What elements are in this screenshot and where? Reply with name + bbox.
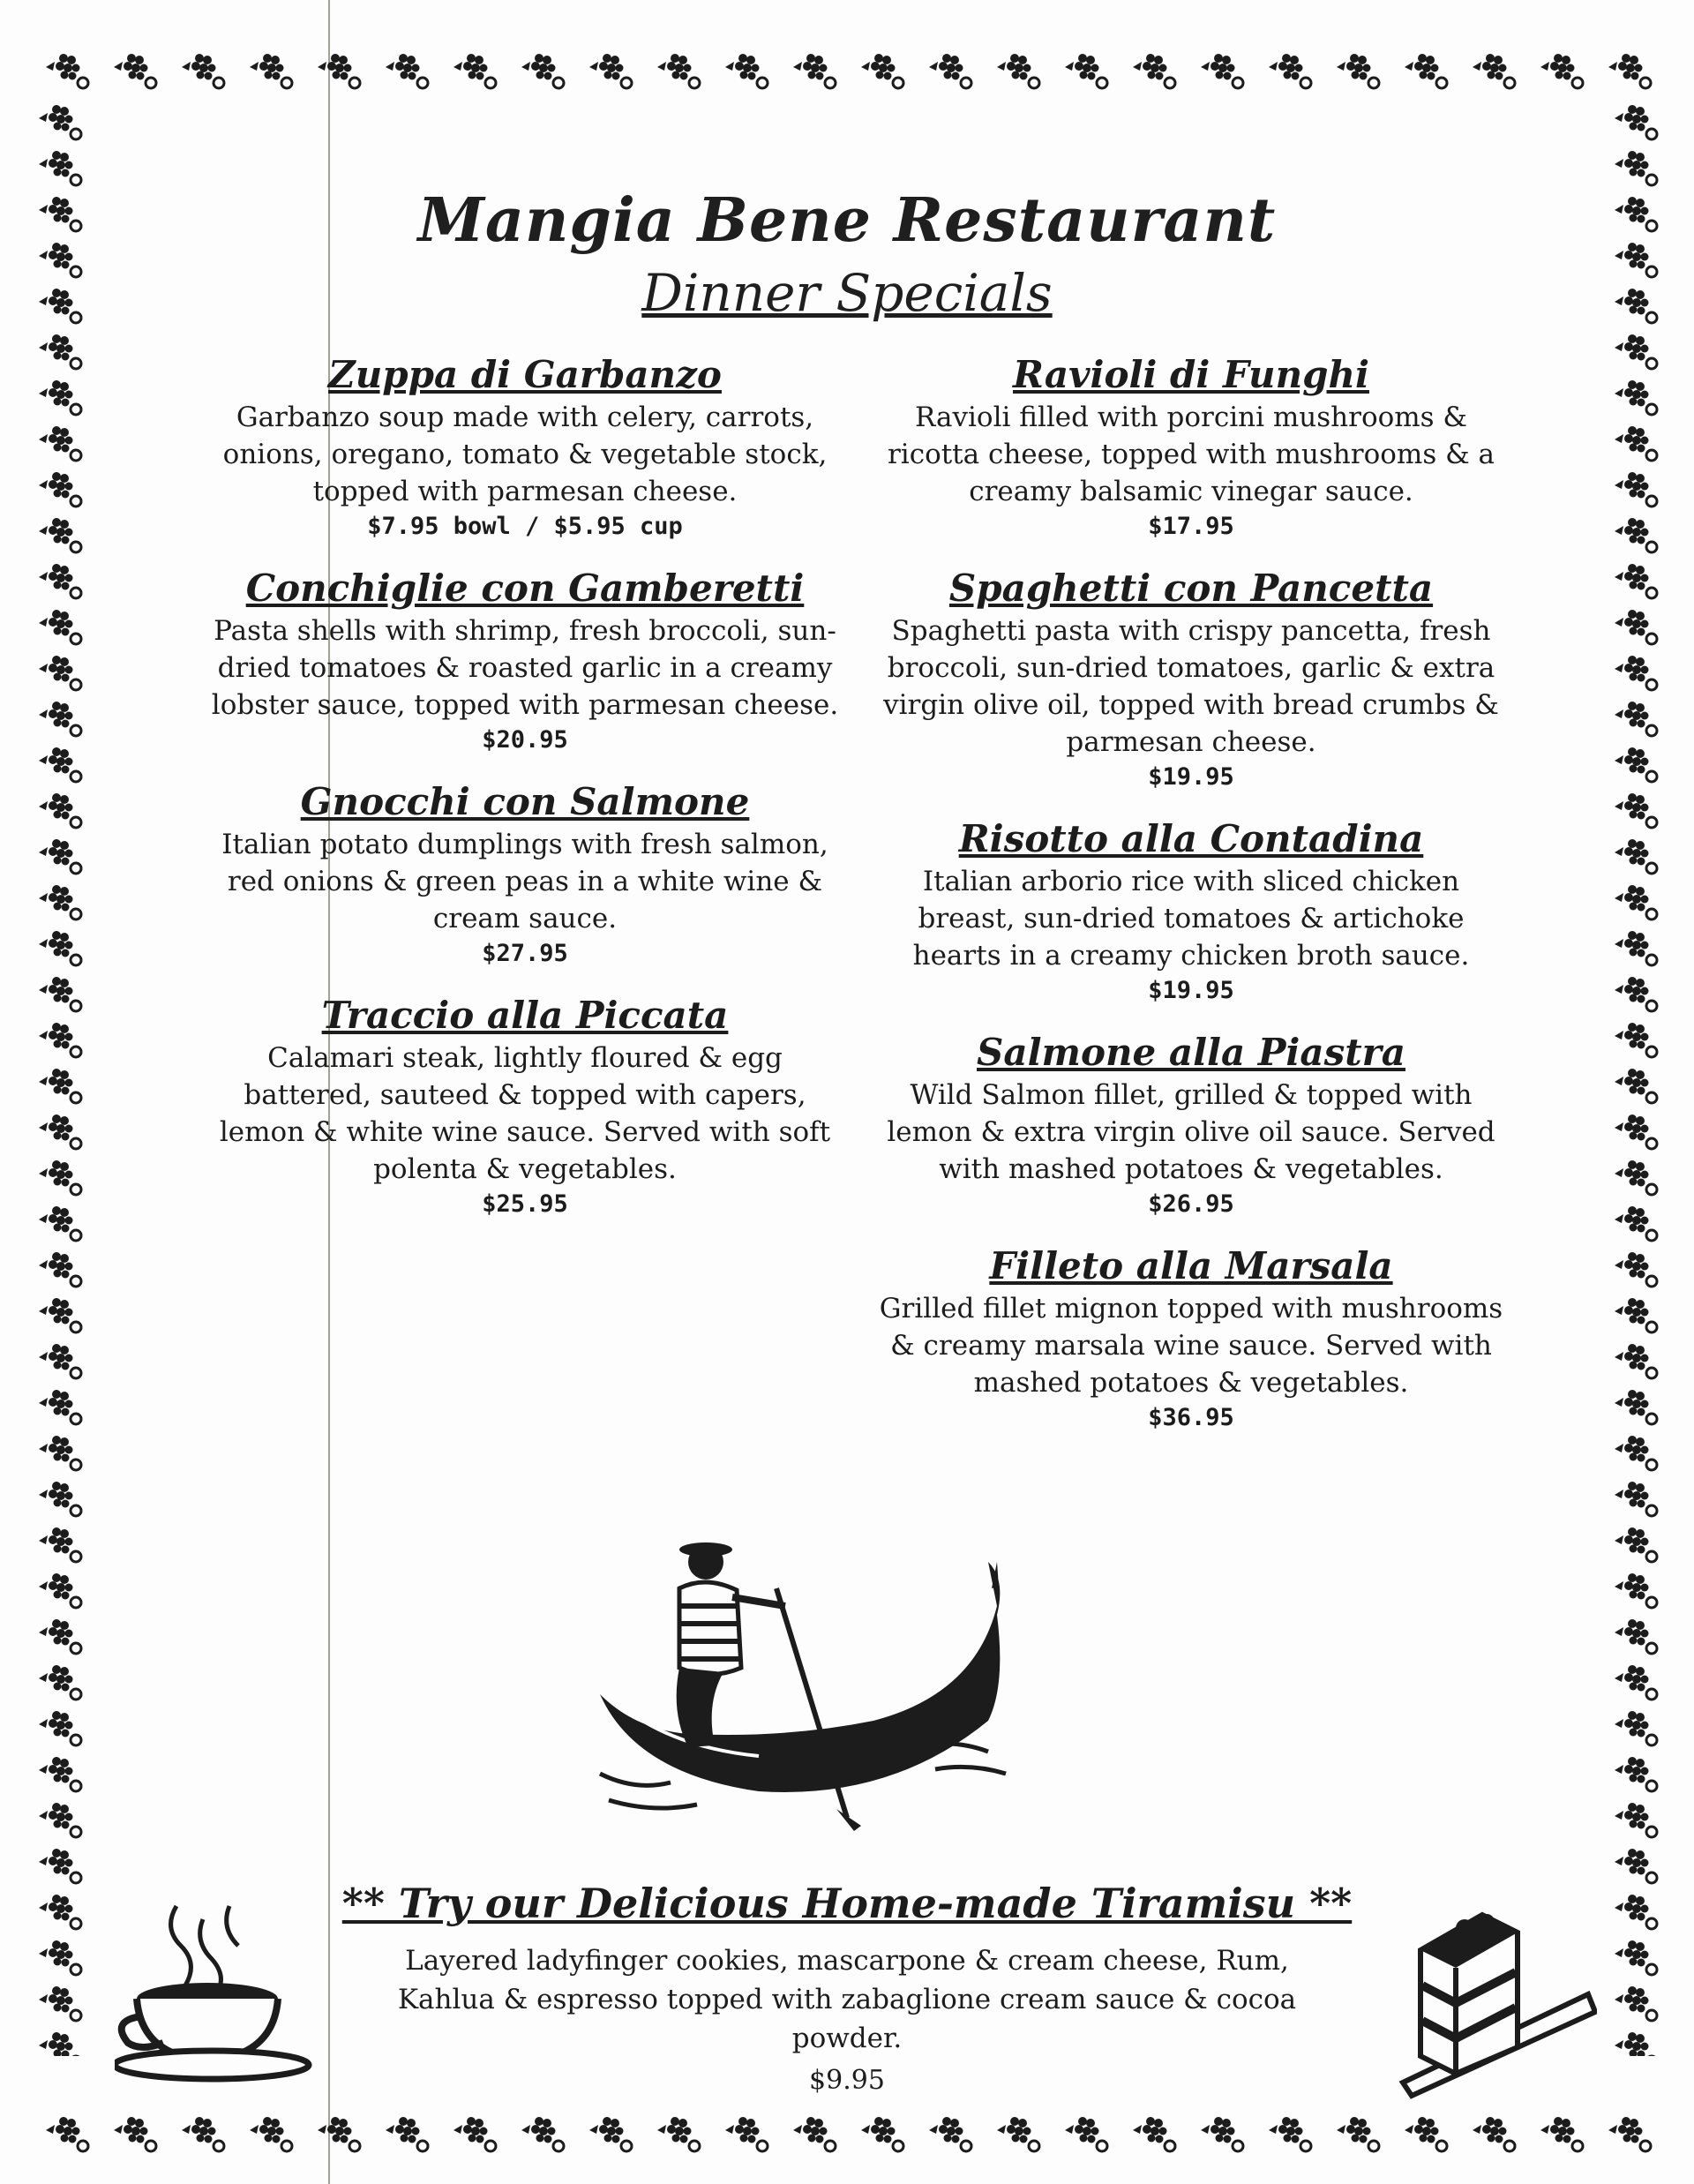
item-price: $17.95 — [1148, 513, 1234, 540]
grapes-vine-icon — [1611, 464, 1664, 514]
grapes-vine-icon — [586, 46, 639, 95]
grapes-vine-icon — [518, 2109, 571, 2158]
grapes-vine-icon — [1611, 1015, 1664, 1064]
grapes-vine-icon — [1537, 46, 1590, 95]
grapes-vine-icon — [35, 1749, 88, 1798]
grapes-vine-icon — [1611, 1152, 1664, 1202]
grapes-vine-icon — [1333, 2109, 1386, 2158]
menu-item — [207, 353, 843, 544]
item-description: Calamari steak, lightly floured & egg battered, sauteed & topped with capers, lemon & white wine sauce. Served with soft polenta & vegetables. — [219, 1042, 831, 1185]
menu-item — [207, 780, 843, 971]
grapes-vine-icon — [1611, 372, 1664, 422]
grapes-vine-icon — [35, 1978, 88, 2028]
grapes-vine-icon — [1061, 2109, 1114, 2158]
item-name: Filleto alla Marsala — [989, 1244, 1393, 1287]
grapes-vine-icon — [722, 46, 775, 95]
grapes-vine-icon — [246, 46, 299, 95]
item-description: Italian potato dumplings with fresh salmon, red onions & green peas in a white wine & cream sauce. — [221, 829, 828, 934]
gondola-illustration — [582, 1509, 1041, 1844]
grapes-vine-icon — [35, 1933, 88, 1982]
grapes-vine-icon — [858, 2109, 911, 2158]
grapes-vine-icon — [35, 2024, 88, 2056]
grapes-vine-icon — [722, 2109, 775, 2158]
item-name: Ravioli di Funghi — [1013, 353, 1369, 396]
promo-title: ** Try our Delicious Home-made Tiramisu ** — [341, 1880, 1353, 1927]
grapes-vine-icon — [35, 877, 88, 927]
menu-item — [207, 994, 843, 1221]
grapes-vine-icon — [35, 1244, 88, 1294]
grapes-vine-icon — [35, 1290, 88, 1340]
grapes-vine-icon — [1611, 2024, 1664, 2056]
grapes-vine-icon — [1197, 46, 1250, 95]
grapes-vine-icon — [1611, 1703, 1664, 1752]
grapes-vine-icon — [42, 2109, 95, 2158]
item-price: $27.95 — [482, 940, 568, 967]
grapes-vine-icon — [35, 1382, 88, 1431]
promo-price: $9.95 — [809, 2065, 885, 2096]
grapes-vine-icon — [35, 1428, 88, 1477]
grapes-vine-icon — [1265, 46, 1318, 95]
grapes-vine-icon — [35, 1703, 88, 1752]
menu-item — [873, 1031, 1509, 1221]
grapes-vine-icon — [35, 602, 88, 651]
grapes-vine-icon — [1611, 923, 1664, 972]
grapes-vine-icon — [1611, 831, 1664, 881]
grapes-vine-icon — [518, 46, 571, 95]
grapes-vine-icon — [1611, 739, 1664, 789]
grapes-vine-icon — [790, 2109, 843, 2158]
item-price: $20.95 — [482, 726, 568, 754]
grapes-vine-icon — [1611, 1933, 1664, 1982]
grapes-vine-icon — [1611, 510, 1664, 559]
grapes-vine-icon — [654, 2109, 707, 2158]
border-top — [42, 46, 1657, 99]
grapes-vine-icon — [1611, 1244, 1664, 1294]
grapes-vine-icon — [35, 1152, 88, 1202]
grapes-vine-icon — [654, 46, 707, 95]
grapes-vine-icon — [35, 326, 88, 376]
grapes-vine-icon — [35, 1198, 88, 1248]
item-name: Traccio alla Piccata — [321, 994, 729, 1037]
grapes-vine-icon — [1611, 1611, 1664, 1661]
grapes-vine-icon — [1611, 418, 1664, 468]
grapes-vine-icon — [35, 97, 88, 146]
menu-item — [207, 567, 843, 757]
grapes-vine-icon — [1611, 1749, 1664, 1798]
grapes-vine-icon — [382, 2109, 435, 2158]
grapes-vine-icon — [110, 2109, 163, 2158]
cake-slice-illustration — [1385, 1897, 1597, 2100]
grapes-vine-icon — [35, 1061, 88, 1110]
grapes-vine-icon — [35, 923, 88, 972]
grapes-vine-icon — [1611, 969, 1664, 1018]
grapes-vine-icon — [35, 1657, 88, 1707]
grapes-vine-icon — [35, 372, 88, 422]
grapes-vine-icon — [35, 510, 88, 559]
menu-column-left — [207, 353, 843, 1244]
menu-item — [873, 353, 1509, 544]
grapes-vine-icon — [1611, 694, 1664, 743]
grapes-vine-icon — [1265, 2109, 1318, 2158]
grapes-vine-icon — [1061, 46, 1114, 95]
grapes-vine-icon — [1605, 46, 1657, 95]
grapes-vine-icon — [450, 46, 503, 95]
grapes-vine-icon — [35, 1565, 88, 1615]
grapes-vine-icon — [1611, 556, 1664, 605]
item-price: $26.95 — [1148, 1190, 1234, 1218]
grapes-vine-icon — [314, 2109, 367, 2158]
grapes-vine-icon — [586, 2109, 639, 2158]
grapes-vine-icon — [1469, 2109, 1522, 2158]
grapes-vine-icon — [1611, 1061, 1664, 1110]
grapes-vine-icon — [926, 2109, 978, 2158]
grapes-vine-icon — [1611, 326, 1664, 376]
grapes-vine-icon — [35, 1015, 88, 1064]
grapes-vine-icon — [926, 46, 978, 95]
menu-column-right — [873, 353, 1509, 1458]
grapes-vine-icon — [178, 2109, 231, 2158]
grapes-vine-icon — [178, 46, 231, 95]
item-name: Conchiglie con Gamberetti — [245, 567, 805, 610]
grapes-vine-icon — [35, 831, 88, 881]
item-price: $19.95 — [1148, 763, 1234, 791]
grapes-vine-icon — [1611, 1978, 1664, 2028]
item-description: Spaghetti pasta with crispy pancetta, fresh broccoli, sun-dried tomatoes, garlic & extra virgin olive oil, topped with bread crumbs & parmesan cheese. — [883, 615, 1499, 758]
grapes-vine-icon — [246, 2109, 299, 2158]
grapes-vine-icon — [35, 739, 88, 789]
menu-item — [873, 1244, 1509, 1435]
item-price: $7.95 bowl / $5.95 cup — [367, 513, 683, 540]
grapes-vine-icon — [790, 46, 843, 95]
grapes-vine-icon — [1129, 2109, 1182, 2158]
item-description: Pasta shells with shrimp, fresh broccoli, sun-dried tomatoes & roasted garlic in a creamy lobster sauce, topped with parmesan cheese. — [211, 615, 839, 721]
item-name: Zuppa di Garbanzo — [328, 353, 722, 396]
item-name: Spaghetti con Pancetta — [948, 567, 1434, 610]
grapes-vine-icon — [1611, 648, 1664, 697]
grapes-vine-icon — [42, 46, 95, 95]
grapes-vine-icon — [1197, 2109, 1250, 2158]
grapes-vine-icon — [1401, 46, 1454, 95]
grapes-vine-icon — [858, 46, 911, 95]
grapes-vine-icon — [382, 46, 435, 95]
grapes-vine-icon — [1611, 877, 1664, 927]
grapes-vine-icon — [993, 46, 1046, 95]
grapes-vine-icon — [110, 46, 163, 95]
grapes-vine-icon — [993, 2109, 1046, 2158]
grapes-vine-icon — [1611, 1657, 1664, 1707]
grapes-vine-icon — [35, 969, 88, 1018]
grapes-vine-icon — [1611, 1198, 1664, 1248]
grapes-vine-icon — [1469, 46, 1522, 95]
item-name: Risotto alla Contadina — [958, 817, 1424, 860]
grapes-vine-icon — [1611, 1428, 1664, 1477]
grapes-vine-icon — [35, 1520, 88, 1569]
grapes-vine-icon — [1129, 46, 1182, 95]
grapes-vine-icon — [35, 785, 88, 835]
coffee-cup-illustration — [115, 1888, 326, 2083]
border-left — [35, 97, 88, 2056]
grapes-vine-icon — [1611, 1520, 1664, 1569]
promo-description: Layered ladyfinger cookies, mascarpone & cream cheese, Rum, Kahlua & espresso topped with zabaglione cream sauce & cocoa powder. — [397, 1945, 1297, 2054]
grapes-vine-icon — [1537, 2109, 1590, 2158]
grapes-vine-icon — [35, 1611, 88, 1661]
grapes-vine-icon — [1611, 97, 1664, 146]
grapes-vine-icon — [314, 46, 367, 95]
grapes-vine-icon — [1611, 1382, 1664, 1431]
grapes-vine-icon — [450, 2109, 503, 2158]
item-price: $36.95 — [1148, 1404, 1234, 1431]
grapes-vine-icon — [35, 1336, 88, 1385]
border-right — [1611, 97, 1664, 2056]
grapes-vine-icon — [35, 1795, 88, 1844]
grapes-vine-icon — [35, 418, 88, 468]
grapes-vine-icon — [1611, 1795, 1664, 1844]
item-description: Wild Salmon fillet, grilled & topped with lemon & extra virgin olive oil sauce. Served with mashed potatoes & vegetables. — [887, 1079, 1495, 1185]
item-description: Italian arborio rice with sliced chicken breast, sun-dried tomatoes & artichoke hearts in a creamy chicken broth sauce. — [912, 866, 1470, 972]
grapes-vine-icon — [1611, 1336, 1664, 1385]
item-name: Salmone alla Piastra — [977, 1031, 1405, 1074]
grapes-vine-icon — [1333, 46, 1386, 95]
grapes-vine-icon — [35, 694, 88, 743]
grapes-vine-icon — [1611, 602, 1664, 651]
grapes-vine-icon — [1401, 2109, 1454, 2158]
item-description: Garbanzo soup made with celery, carrots, onions, oregano, tomato & vegetable stock, topped with parmesan cheese. — [222, 402, 828, 507]
border-bottom — [42, 2109, 1657, 2162]
grapes-vine-icon — [1611, 1565, 1664, 1615]
item-description: Ravioli filled with porcini mushrooms & ricotta cheese, topped with mushrooms & a creamy balsamic vinegar sauce. — [887, 402, 1495, 507]
menu-item — [873, 817, 1509, 1008]
grapes-vine-icon — [1605, 2109, 1657, 2158]
grapes-vine-icon — [35, 556, 88, 605]
item-price: $19.95 — [1148, 977, 1234, 1004]
menu-subtitle: Dinner Specials — [641, 263, 1053, 323]
restaurant-title: Mangia Bene Restaurant — [417, 185, 1277, 256]
grapes-vine-icon — [35, 648, 88, 697]
grapes-vine-icon — [1611, 1474, 1664, 1523]
grapes-vine-icon — [35, 1474, 88, 1523]
grapes-vine-icon — [1611, 785, 1664, 835]
item-name: Gnocchi con Salmone — [300, 780, 750, 823]
grapes-vine-icon — [1611, 1290, 1664, 1340]
menu-item — [873, 567, 1509, 794]
grapes-vine-icon — [35, 1107, 88, 1156]
grapes-vine-icon — [35, 464, 88, 514]
item-description: Grilled fillet mignon topped with mushrooms & creamy marsala wine sauce. Served with mashed potatoes & vegetables. — [879, 1293, 1503, 1399]
item-price: $25.95 — [482, 1190, 568, 1218]
grapes-vine-icon — [1611, 1107, 1664, 1156]
